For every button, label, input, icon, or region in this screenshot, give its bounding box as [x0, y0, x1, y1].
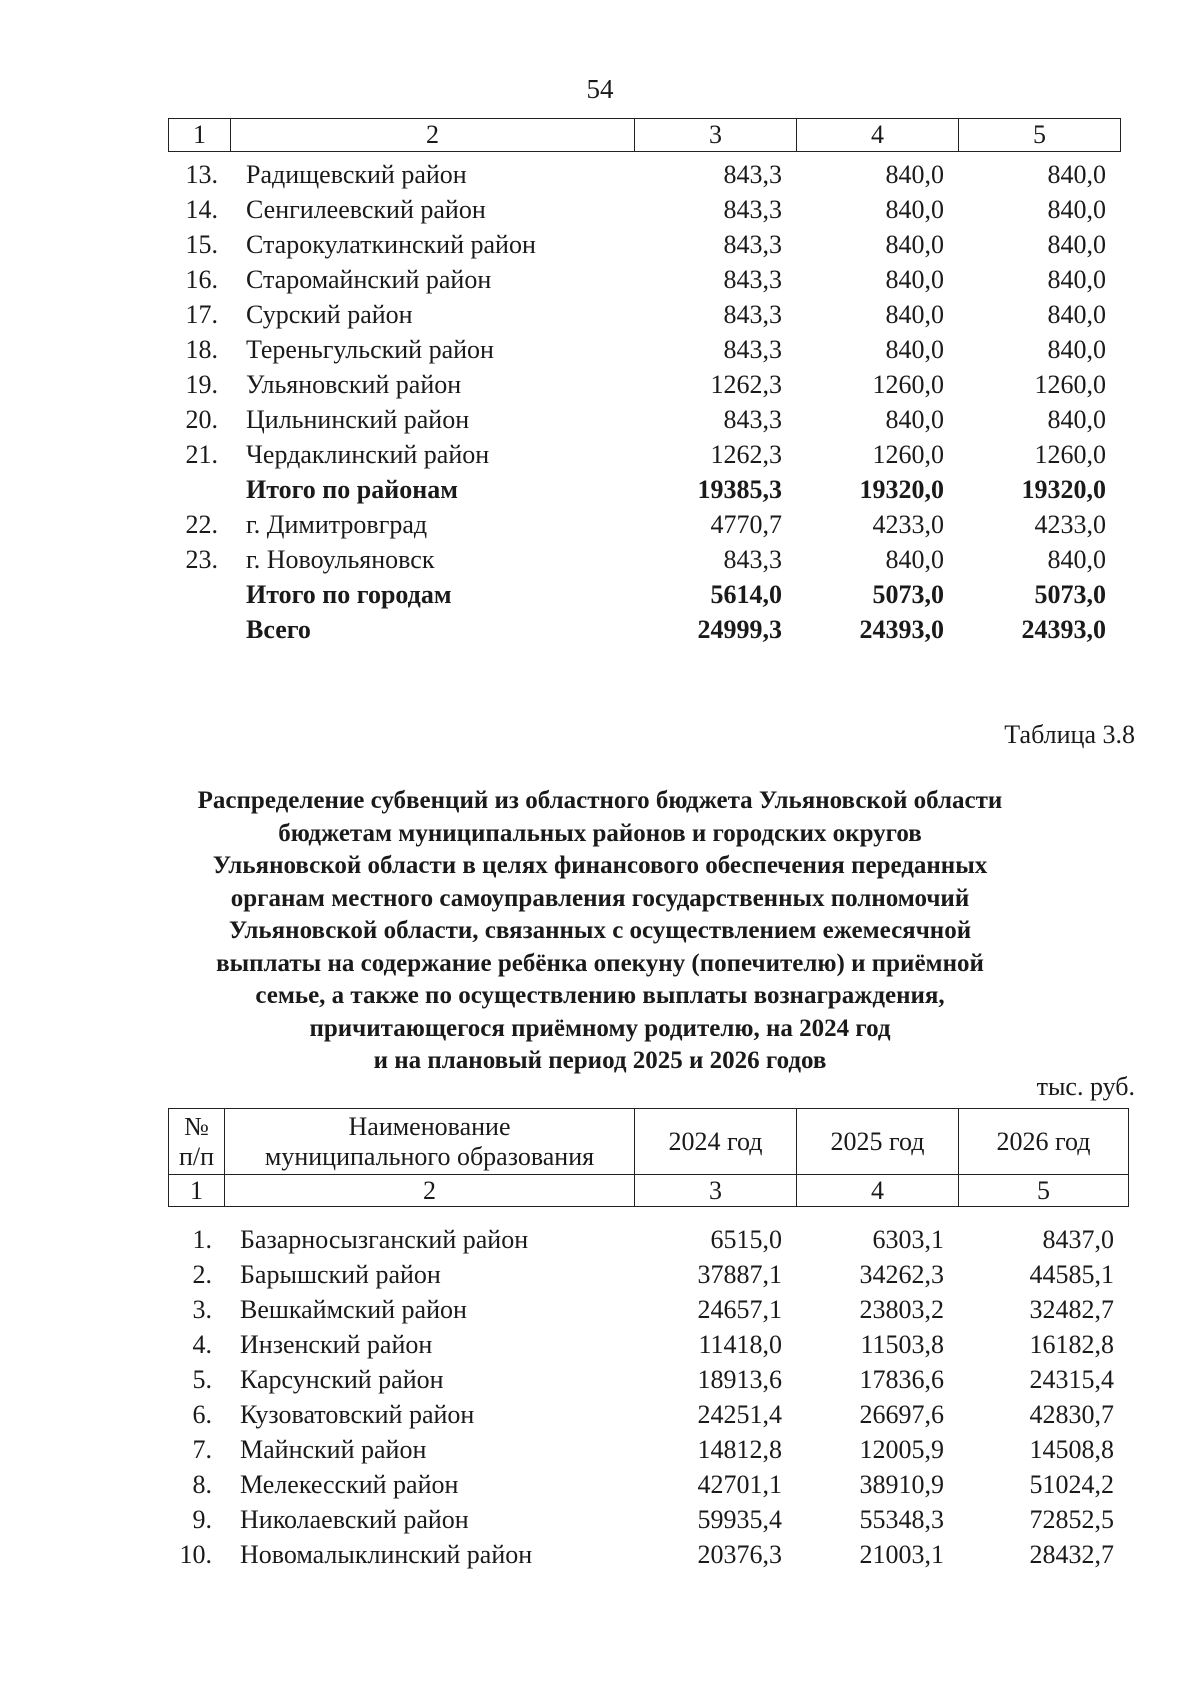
- table-row: [168, 402, 1120, 437]
- row-value-1: 37887,1: [697, 1259, 782, 1289]
- row-name: Старокулаткинский район: [246, 229, 536, 259]
- table-row: [168, 1502, 1128, 1537]
- row-number: [168, 612, 230, 647]
- row-name: Радищевский район: [246, 159, 467, 189]
- row-value-2: 19320,0: [859, 474, 944, 504]
- row-number: 8.: [192, 1469, 212, 1499]
- row-number: 6.: [192, 1399, 212, 1429]
- row-number: 7.: [192, 1434, 212, 1464]
- row-value-2: 840,0: [885, 404, 944, 434]
- row-value-3: 42830,7: [1029, 1399, 1114, 1429]
- row-value-1: 42701,1: [697, 1469, 782, 1499]
- row-value-2: 55348,3: [859, 1504, 944, 1534]
- row-value-2: 4233,0: [872, 509, 944, 539]
- row-value-1: 20376,3: [697, 1539, 782, 1569]
- table-row: [168, 577, 1120, 612]
- table-row: [168, 157, 1120, 192]
- header-cell: 2: [231, 119, 635, 152]
- table-row: [168, 1327, 1128, 1362]
- row-number: 9.: [192, 1504, 212, 1534]
- row-value-3: 44585,1: [1029, 1259, 1114, 1289]
- row-value-2: 21003,1: [859, 1539, 944, 1569]
- row-number: 5.: [192, 1364, 212, 1394]
- row-value-2: 26697,6: [859, 1399, 944, 1429]
- row-value-3: 840,0: [1047, 299, 1106, 329]
- row-value-2: 34262,3: [859, 1259, 944, 1289]
- row-value-2: 12005,9: [859, 1434, 944, 1464]
- page-number: 54: [586, 74, 614, 104]
- row-number: 2.: [192, 1259, 212, 1289]
- row-value-1: 18913,6: [697, 1364, 782, 1394]
- row-value-2: 840,0: [885, 229, 944, 259]
- row-value-2: 1260,0: [872, 369, 944, 399]
- row-value-2: 24393,0: [859, 614, 944, 644]
- title-line: и на плановый период 2025 и 2026 годов: [373, 1047, 827, 1074]
- row-number: 3.: [192, 1294, 212, 1324]
- row-number: [168, 577, 230, 612]
- row-number: 19.: [185, 369, 218, 399]
- row-name: г. Димитровград: [246, 509, 428, 539]
- title-line: Ульяновской области в целях финансового обеспечения переданных: [212, 852, 988, 879]
- row-value-1: 24999,3: [697, 614, 782, 644]
- header-number: № п/п: [169, 1109, 225, 1175]
- row-value-1: 843,3: [723, 544, 782, 574]
- row-value-3: 19320,0: [1021, 474, 1106, 504]
- row-value-3: 28432,7: [1029, 1539, 1114, 1569]
- table-row: [168, 1362, 1128, 1397]
- row-value-2: 840,0: [885, 334, 944, 364]
- row-value-1: 5614,0: [710, 579, 782, 609]
- row-name: Николаевский район: [240, 1504, 469, 1534]
- row-name: Сурский район: [246, 299, 413, 329]
- row-name: Майнский район: [240, 1434, 427, 1464]
- row-value-1: 59935,4: [697, 1504, 782, 1534]
- table-row: [168, 1222, 1128, 1257]
- row-value-2: 1260,0: [872, 439, 944, 469]
- row-name: Итого по районам: [246, 474, 458, 504]
- row-value-2: 11503,8: [860, 1329, 944, 1359]
- header-cell: 3: [635, 119, 797, 152]
- table-row: [168, 542, 1120, 577]
- header-year-2024: 2024 год: [635, 1109, 797, 1175]
- table-row: [168, 1432, 1128, 1467]
- row-value-1: 843,3: [723, 334, 782, 364]
- table-row: [168, 297, 1120, 332]
- row-value-1: 19385,3: [697, 474, 782, 504]
- table-row: [168, 367, 1120, 402]
- row-name: Чердаклинский район: [246, 439, 490, 469]
- bottom-table-body: [168, 1222, 1128, 1572]
- row-value-2: 840,0: [885, 299, 944, 329]
- row-value-1: 6515,0: [710, 1224, 782, 1254]
- header-cell: 4: [797, 119, 959, 152]
- table-row: [168, 332, 1120, 367]
- row-value-2: 6303,1: [872, 1224, 944, 1254]
- row-name: Тереньгульский район: [246, 334, 494, 364]
- row-value-3: 1260,0: [1034, 439, 1106, 469]
- unit-label: тыс. руб.: [1036, 1072, 1135, 1101]
- row-number: 1.: [192, 1224, 212, 1254]
- row-value-1: 4770,7: [710, 509, 782, 539]
- row-value-2: 17836,6: [859, 1364, 944, 1394]
- row-number: 18.: [185, 334, 218, 364]
- row-number: 16.: [185, 264, 218, 294]
- row-value-1: 1262,3: [710, 369, 782, 399]
- row-value-2: 840,0: [885, 159, 944, 189]
- table-row: [168, 227, 1120, 262]
- row-name: г. Новоульяновск: [246, 544, 435, 574]
- top-table-header: [168, 118, 1121, 152]
- title-line: причитающегося приёмному родителю, на 2024 год: [309, 1014, 891, 1042]
- row-number: 15.: [185, 229, 218, 259]
- row-number: 20.: [185, 404, 218, 434]
- row-value-3: 16182,8: [1029, 1329, 1114, 1359]
- bottom-table-header: [168, 1108, 1129, 1207]
- row-value-1: 843,3: [723, 299, 782, 329]
- row-value-3: 51024,2: [1029, 1469, 1114, 1499]
- table-row: [168, 507, 1120, 542]
- row-name: Цильнинский район: [246, 404, 470, 434]
- row-value-3: 840,0: [1047, 194, 1106, 224]
- row-value-3: 840,0: [1047, 229, 1106, 259]
- row-number: 22.: [185, 509, 218, 539]
- title-line: бюджетам муниципальных районов и городских округов: [278, 819, 922, 847]
- row-name: Базарносызганский район: [240, 1224, 529, 1254]
- row-number: 13.: [185, 159, 218, 189]
- row-value-1: 24657,1: [697, 1294, 782, 1324]
- row-number: 14.: [185, 194, 218, 224]
- row-value-3: 24393,0: [1021, 614, 1106, 644]
- header-year-2026: 2026 год: [959, 1109, 1129, 1175]
- table-row: [168, 1537, 1128, 1572]
- row-value-2: 23803,2: [859, 1294, 944, 1324]
- row-value-2: 840,0: [885, 264, 944, 294]
- row-value-1: 14812,8: [697, 1434, 782, 1464]
- title-line: семье, а также по осуществлению выплаты вознаграждения,: [255, 982, 945, 1009]
- table-row: [168, 1397, 1128, 1432]
- row-value-3: 4233,0: [1034, 509, 1106, 539]
- row-number: 4.: [192, 1329, 212, 1359]
- row-value-3: 840,0: [1047, 264, 1106, 294]
- row-value-1: 843,3: [723, 159, 782, 189]
- column-number: 5: [959, 1175, 1129, 1207]
- row-number: 10.: [179, 1539, 212, 1569]
- row-name: Карсунский район: [240, 1364, 444, 1394]
- title-line: выплаты на содержание ребёнка опекуну (попечителю) и приёмной: [216, 949, 984, 977]
- row-value-3: 840,0: [1047, 334, 1106, 364]
- row-number: 21.: [185, 439, 218, 469]
- title-line: органам местного самоуправления государственных полномочий: [230, 884, 970, 912]
- row-value-2: 38910,9: [859, 1469, 944, 1499]
- header-cell: 1: [169, 119, 231, 152]
- row-value-3: 1260,0: [1034, 369, 1106, 399]
- header-cell: 5: [959, 119, 1121, 152]
- row-value-1: 24251,4: [697, 1399, 782, 1429]
- row-value-3: 8437,0: [1042, 1224, 1114, 1254]
- row-value-3: 5073,0: [1034, 579, 1106, 609]
- row-value-1: 843,3: [723, 229, 782, 259]
- header-name: Наименование муниципального образования: [225, 1109, 635, 1175]
- row-value-3: 840,0: [1047, 544, 1106, 574]
- table-row: [168, 1257, 1128, 1292]
- title-line: Распределение субвенций из областного бюджета Ульяновской области: [197, 787, 1003, 814]
- column-number: 3: [635, 1175, 797, 1207]
- row-value-3: 24315,4: [1029, 1364, 1114, 1394]
- row-name: Старомайнский район: [246, 264, 492, 294]
- table-label: Таблица 3.8: [1004, 720, 1135, 749]
- row-number: 23.: [185, 544, 218, 574]
- row-value-2: 840,0: [885, 194, 944, 224]
- header-year-2025: 2025 год: [797, 1109, 959, 1175]
- row-name: Кузоватовский район: [240, 1399, 475, 1429]
- row-name: Итого по городам: [246, 579, 452, 609]
- table-row: [168, 262, 1120, 297]
- row-value-1: 843,3: [723, 404, 782, 434]
- table-row: [168, 437, 1120, 472]
- table-row: [168, 472, 1120, 507]
- row-value-1: 843,3: [723, 194, 782, 224]
- row-value-3: 840,0: [1047, 159, 1106, 189]
- row-number: [168, 472, 230, 507]
- row-value-1: 11418,0: [698, 1329, 782, 1359]
- row-number: 17.: [185, 299, 218, 329]
- table-row: [168, 1292, 1128, 1327]
- row-name: Новомалыклинский район: [240, 1539, 533, 1569]
- row-value-3: 32482,7: [1029, 1294, 1114, 1324]
- top-table-body: [168, 157, 1120, 647]
- table-row: [168, 192, 1120, 227]
- column-number: 4: [797, 1175, 959, 1207]
- row-value-2: 5073,0: [872, 579, 944, 609]
- title-line: Ульяновской области, связанных с осуществлением ежемесячной: [228, 917, 972, 944]
- row-value-1: 843,3: [723, 264, 782, 294]
- row-name: Ульяновский район: [246, 369, 462, 399]
- row-name: Инзенский район: [240, 1329, 433, 1359]
- column-number: 2: [225, 1175, 635, 1207]
- row-name: Вешкаймский район: [240, 1294, 467, 1324]
- row-value-3: 72852,5: [1029, 1504, 1114, 1534]
- table-row: [168, 1467, 1128, 1502]
- row-name: Сенгилеевский район: [246, 194, 486, 224]
- row-name: Барышский район: [240, 1259, 441, 1289]
- row-value-3: 14508,8: [1029, 1434, 1114, 1464]
- table-row: [168, 612, 1120, 647]
- row-value-3: 840,0: [1047, 404, 1106, 434]
- row-name: Всего: [246, 614, 311, 644]
- row-value-2: 840,0: [885, 544, 944, 574]
- table-title: [150, 785, 1050, 1078]
- row-value-1: 1262,3: [710, 439, 782, 469]
- row-name: Мелекесский район: [240, 1469, 459, 1499]
- column-number: 1: [169, 1175, 225, 1207]
